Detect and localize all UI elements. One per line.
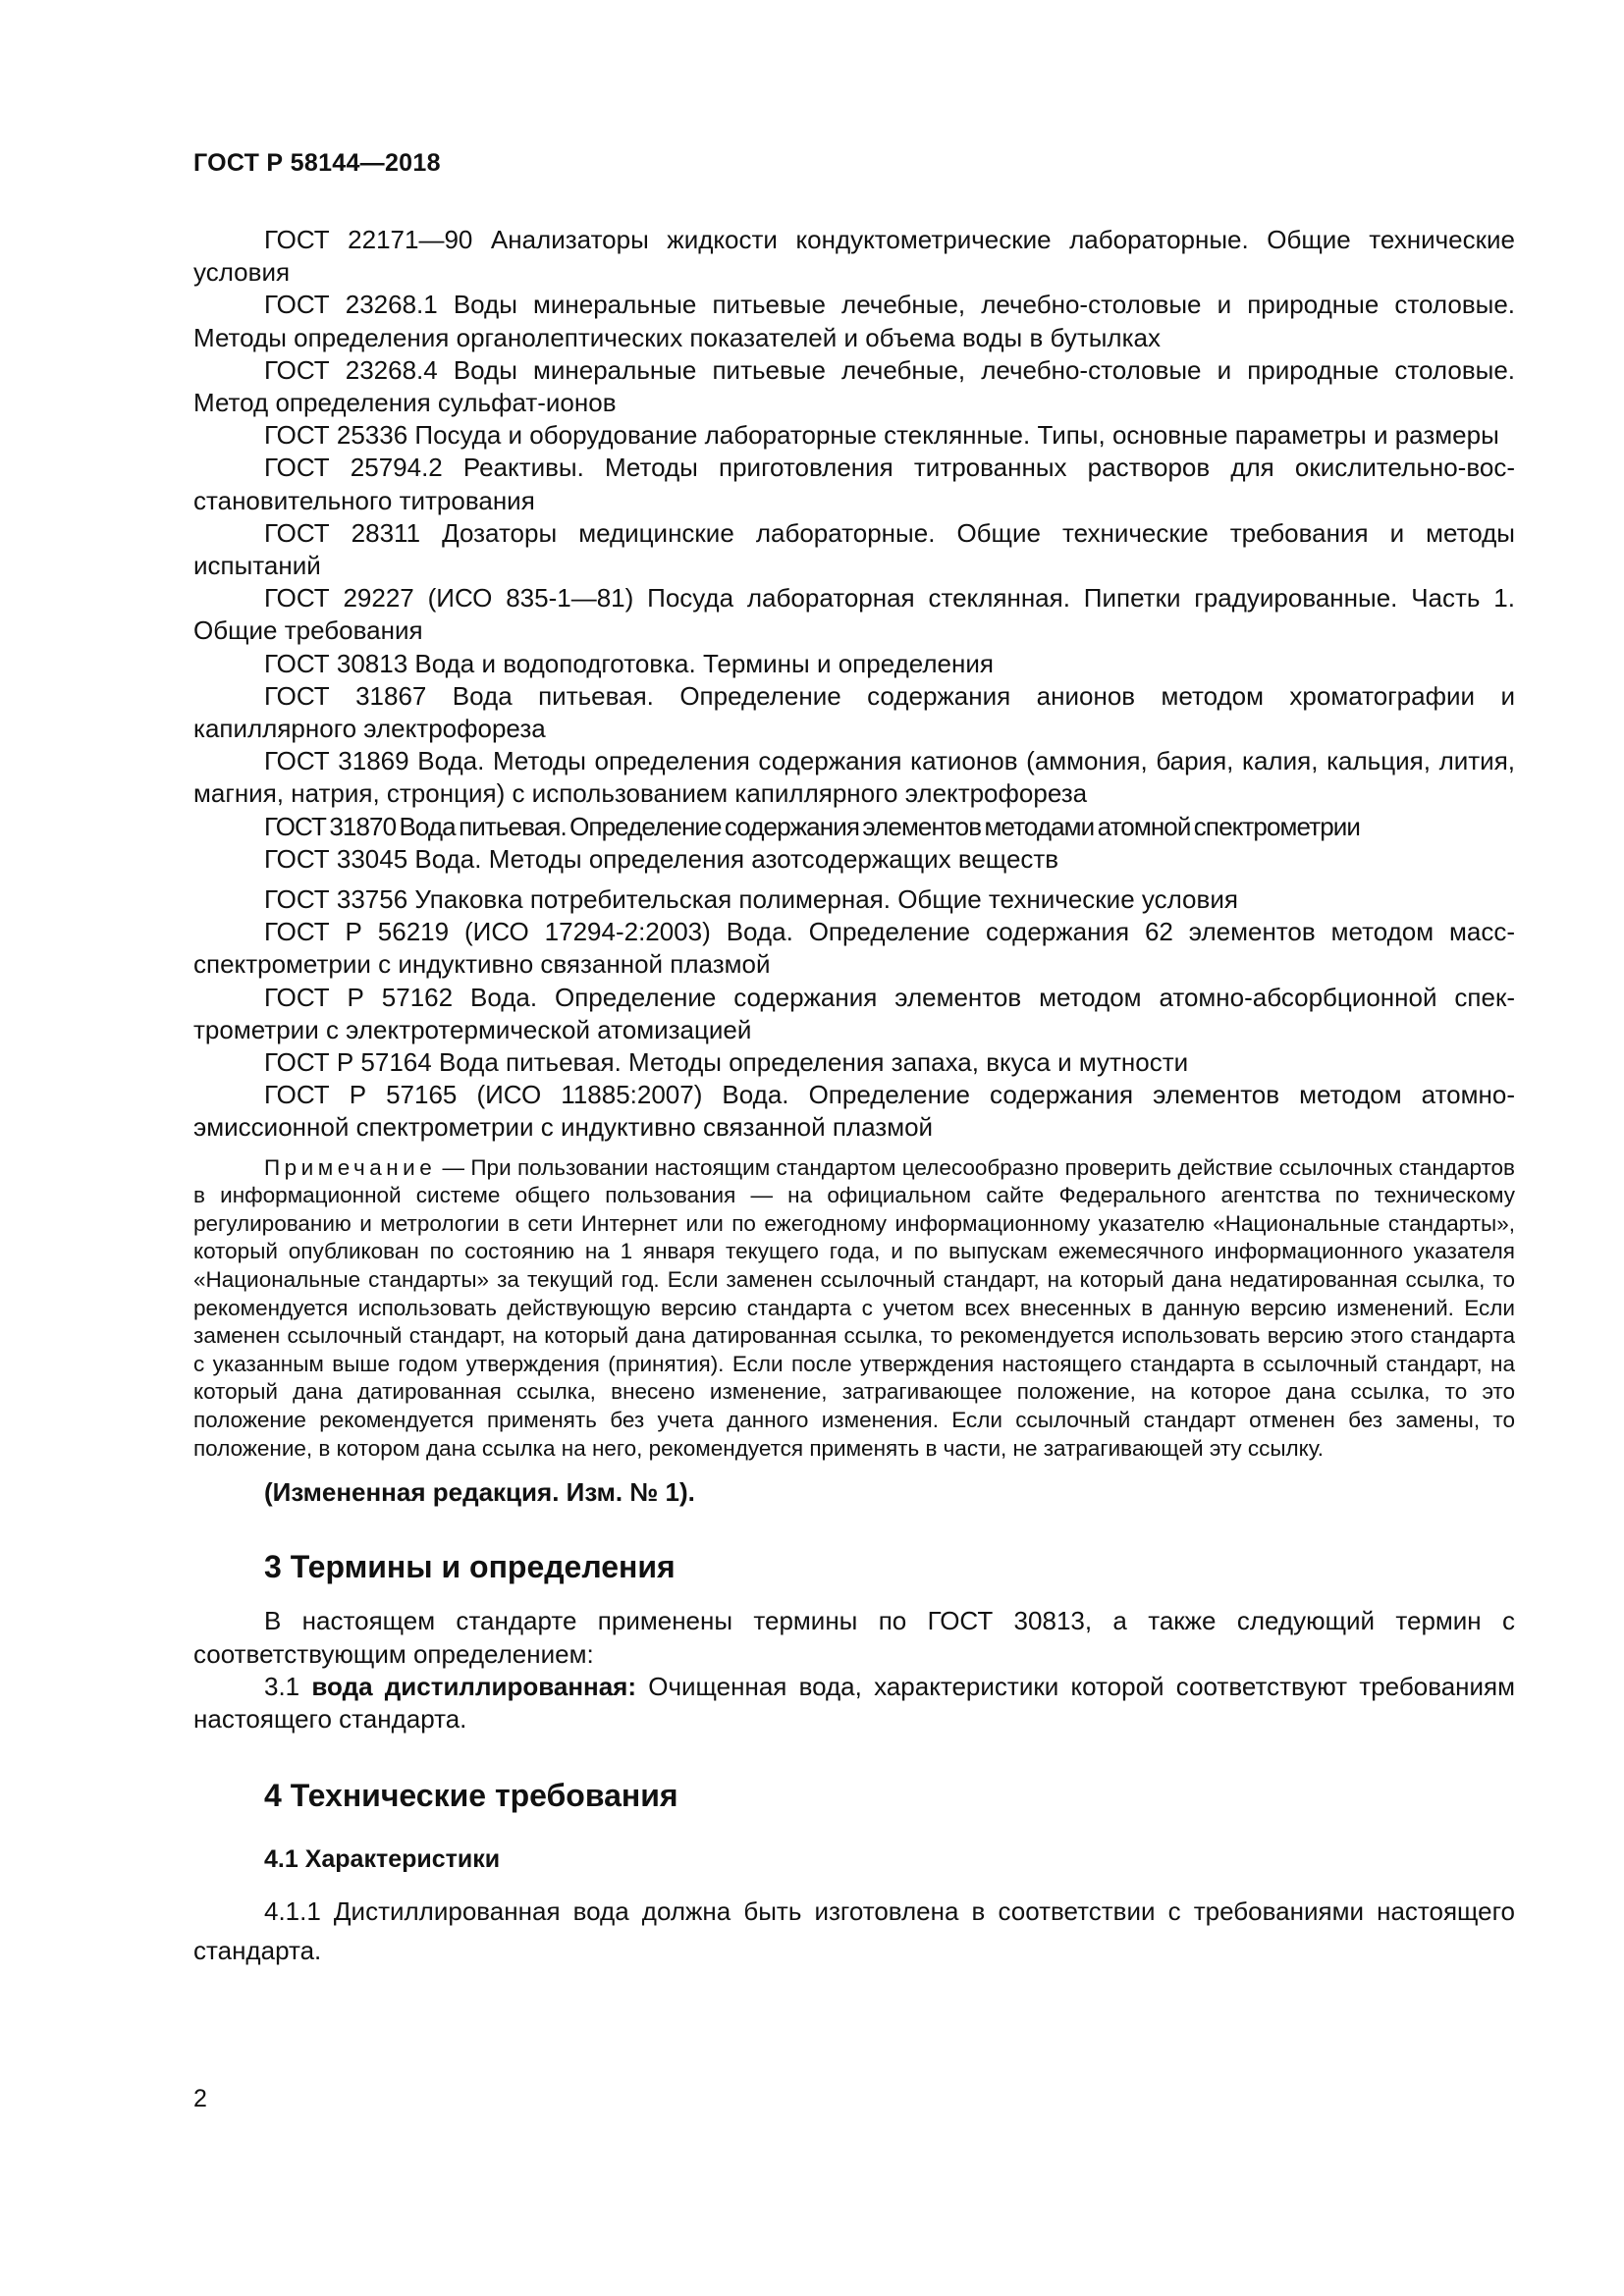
term-number: 3.1 [264,1671,312,1701]
term-definition-text: Очищенная вода, характеристики которой соответствуют требованиям настоящего стандарта. [193,1671,1516,1735]
page-number: 2 [193,2085,207,2112]
paragraph-4-1-1: 4.1.1 Дистиллированная вода должна быть изготовлена в соответствии с требованиями настоящего стандарта. [193,1896,1515,1966]
reference-item: ГОСТ 33045 Вода. Методы определения азотсодержащих веществ [264,843,1059,874]
reference-item: ГОСТ 30813 Вода и водоподготовка. Термины и определения [264,648,994,678]
reference-item: ГОСТ 25794.2 Реактивы. Методы приготовления титрованных растворов для окислительно-восстановительного титрования [193,453,1515,515]
term-definition-3-1 [193,1671,1515,1735]
reference-item: ГОСТ 25336 Посуда и оборудование лабораторные стеклянные. Типы, основные параметры и размеры [264,420,1499,451]
subsection-4-1-title: 4.1 Характеристики [264,1845,501,1874]
reference-item: ГОСТ 31869 Вода. Методы определения содержания катионов (аммония, бария, калия, кальция, лития, магния, натрия, стронция) с использованием капиллярного электрофореза [193,746,1515,809]
reference-item: ГОСТ Р 57162 Вода. Определение содержания элементов методом атомно-абсорбционной спектрометрии с электротермической атомизацией [193,982,1515,1044]
note-label: Примечание [264,1154,437,1180]
reference-item: ГОСТ Р 56219 (ИСО 17294-2:2003) Вода. Определение содержания 62 элементов методом масс-спектрометрии с индуктивно связанной плазмой [193,917,1515,980]
section-3-intro: В настоящем стандарте применены термины по ГОСТ 30813, а также следующий термин с соответствующим определением: [193,1606,1515,1669]
term-name: вода дистиллированная: [311,1671,637,1701]
reference-item: ГОСТ 23268.1 Воды минеральные питьевые лечебные, лечебно-столовые и природные столовые. Методы определения органолептических показателей и объема воды в бутылках [193,290,1515,352]
normative-references-list [193,224,1515,1145]
section-3-title: 3 Термины и определения [264,1549,676,1585]
references-note [193,1154,1515,1464]
reference-item: ГОСТ 33756 Упаковка потребительская полимерная. Общие технические условия [264,884,1238,915]
section-4-title: 4 Технические требования [264,1778,678,1814]
amendment-mark: (Измененная редакция. Изм. № 1). [264,1477,695,1508]
reference-item: ГОСТ Р 57165 (ИСО 11885:2007) Вода. Определение содержания элементов методом атомно-эмиссионной спектрометрии с индуктивно связанной плазмой [193,1080,1515,1143]
reference-item: ГОСТ 28311 Дозаторы медицинские лабораторные. Общие технические требования и методы испытаний [193,517,1515,581]
document-header: ГОСТ Р 58144—2018 [193,149,441,177]
reference-item: ГОСТ 31867 Вода питьевая. Определение содержания анионов методом хроматографии и капиллярного электрофореза [193,680,1515,744]
reference-item: ГОСТ Р 57164 Вода питьевая. Методы определения запаха, вкуса и мутности [264,1047,1189,1078]
reference-item: ГОСТ 31870 Вода питьевая. Определение содержания элементов методами атомной спектрометрии [264,811,1361,841]
reference-item: ГОСТ 23268.4 Воды минеральные питьевые лечебные, лечебно-столовые и природные столовые. Метод определения сульфат-ионов [193,354,1515,418]
reference-item: ГОСТ 29227 (ИСО 835-1—81) Посуда лабораторная стеклянная. Пипетки градуированные. Часть 1. Общие требования [193,583,1515,646]
reference-item: ГОСТ 22171—90 Анализаторы жидкости кондуктометрические лабораторные. Общие технические условия [193,225,1515,288]
document-body [193,224,1515,1970]
note-text: — При пользовании настоящим стандартом целесообразно проверить действие ссылочных стандартов в информационной системе общего пользования — на официальном сайте Федерального агентства по техническому регулированию и метрологии в сети Интернет или по ежегодному информационному указателю «Национальные стандарты», который опубликован по состоянию на 1 января текущего года, и по выпускам ежемесячного информационного указателя «Национальные стандарты» за текущий год. Если заменен ссылочный стандарт, на который дана недатированная ссылка, то рекомендуется использовать действующую версию стандарта с учетом всех внесенных в данную версию изменений. Если заменен ссылочный стандарт, на который дана датированная ссылка, то рекомендуется использовать версию этого стандарта с указанным выше годом утверждения (принятия). Если после утверждения настоящего стандарта в ссылочный стандарт, на который дана датированная ссылка, внесено изменение, затрагивающее положение, на которое дана ссылка, то это положение рекомендуется применять без учета данного изменения. Если ссылочный стандарт отменен без замены, то положение, в котором дана ссылка на него, рекомендуется применять в части, не затрагивающей эту ссылку. [193,1154,1515,1461]
